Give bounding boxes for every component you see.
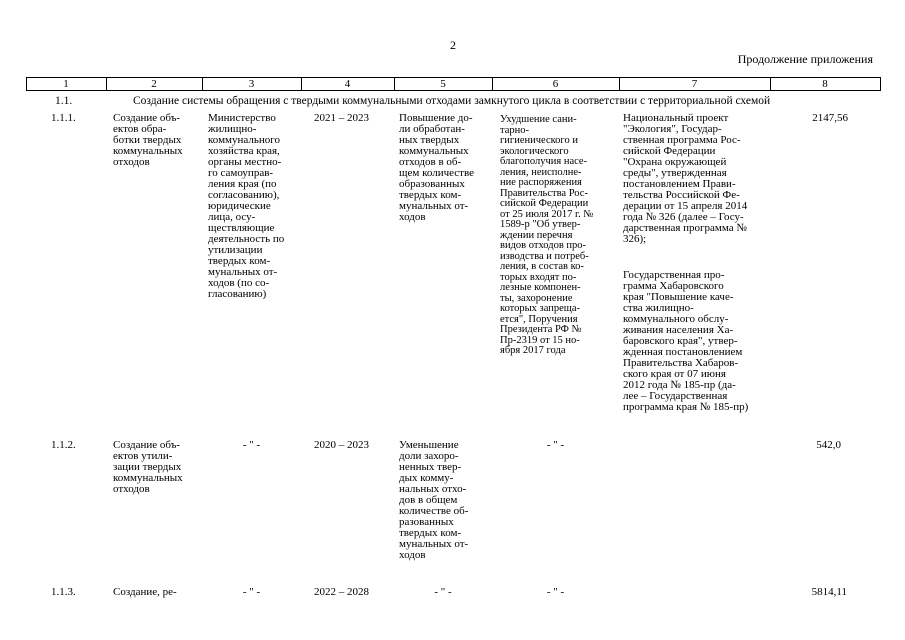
header-col-2: 2 [151, 78, 157, 90]
header-col-7: 7 [691, 78, 698, 90]
row-1-result: Повышение до- ли обработан- ных твердых коммунальных отходов в об- щем количестве образованных твердых ком- мунальных от- ходов [399, 112, 474, 223]
row-1-program-federal: Национальный проект "Экология", Государ- ственная программа Рос- сийской Федерации "Охрана окружающей среды", утвержденная постановлением Прави- тельства Российской Фе- дерации от 15 апреля 2014 года № 326 (далее – Госу- дарственная программа № 326); [623, 112, 748, 245]
col-border-8 [880, 77, 881, 90]
header-col-5: 5 [440, 78, 446, 90]
row-2-name: Создание объ- ектов утили- зации твердых коммунальных отходов [113, 439, 183, 495]
row-3-value: 5814,11 [811, 586, 847, 598]
section-title: Создание системы обращения с твердыми коммунальными отходами замкнутого цикла в соответствии с территориальной схемой [133, 95, 771, 107]
row-1-name: Создание объ- ектов обра- ботки твердых коммунальных отходов [113, 112, 183, 168]
row-1-value: 2147,56 [812, 112, 848, 124]
header-col-8: 8 [822, 78, 828, 90]
page-number: 2 [450, 38, 456, 52]
row-3-num: 1.1.3. [51, 586, 76, 598]
row-2-num: 1.1.2. [51, 439, 76, 451]
header-bottom-border [26, 90, 881, 91]
section-number: 1.1. [55, 95, 73, 107]
row-2-executor: - " - [242, 439, 261, 451]
row-1-num: 1.1.1. [51, 112, 76, 124]
header-col-4: 4 [344, 78, 351, 90]
row-1-executor: Министерство жилищно- коммунального хозяйства края, органы местно- го самоуправ- ления края (по согласованию), юридические лица, осу- ществляющие деятельность по утилизации твердых ком- мунальных от- ходов (по со- гласованию) [208, 112, 285, 300]
row-2-period: 2020 – 2023 [314, 439, 369, 451]
header-col-3: 3 [248, 78, 255, 90]
row-2-result: Уменьшение доли захоро- ненных твер- дых комму- нальных отхо- дов в общем количестве об- разованных твердых ком- мунальных от- ходов [399, 439, 469, 561]
row-3-period: 2022 – 2028 [314, 586, 369, 598]
row-3-risk: - " - [546, 586, 565, 598]
row-1-period: 2021 – 2023 [314, 112, 369, 124]
row-1-risk: Ухудшение сани- тарно- гигиенического и экологического благополучия насе- ления, неисполне- ние распоряжения Правительства Рос- сийской Федерации от 25 июля 2017 г. № 1589-р "Об утвер- ждении перечня видов отходов про- изводства и потреб- ления, в состав ко- торых входят по- лезные компонен- ты, захоронение которых запреща- ется", Поручения Президента РФ № Пр-2319 от 15 но- ября 2017 года [500, 114, 594, 356]
row-2-risk: - " - [546, 439, 565, 451]
row-2-value: 542,0 [816, 439, 841, 451]
continuation-label: Продолжение приложения [737, 52, 873, 66]
row-3-name: Создание, ре- [113, 586, 177, 598]
row-1-program-regional: Государственная про- грамма Хабаровского края "Повышение каче- ства жилищно- коммунального обслу- живания населения Ха- баровского края", утвер- жденная постановлением Правительства Хабаров- ского края от 07 июня 2012 года № 185-пр (да- лее – Государственная программа края № 185-пр) [623, 269, 749, 413]
header-col-6: 6 [552, 78, 559, 90]
row-3-result: - " - [434, 586, 452, 598]
header-col-1: 1 [63, 78, 69, 90]
row-3-executor: - " - [242, 586, 261, 598]
